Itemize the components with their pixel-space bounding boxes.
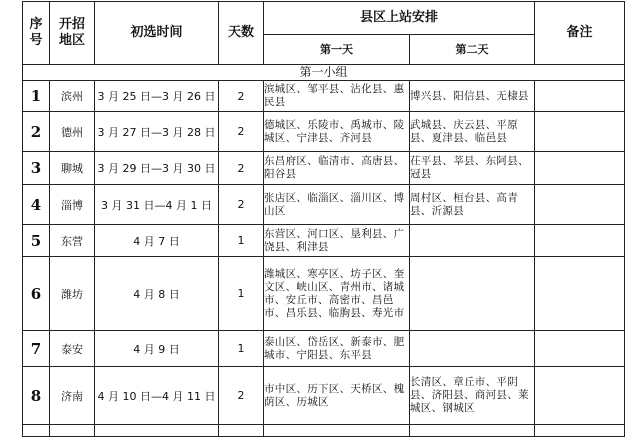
header-dates: 初选时间: [95, 2, 219, 65]
row-day1: 滨城区、邹平县、沾化县、惠民县: [264, 81, 410, 112]
table-row: [23, 81, 625, 112]
header-day1: 第一天: [264, 35, 410, 65]
header-region: 开招地区: [50, 2, 95, 65]
row-city: 滨州: [50, 81, 95, 112]
header-notes: 备注: [535, 2, 625, 65]
row-city: 聊城: [50, 152, 95, 185]
row-note: [535, 225, 625, 257]
table-row: [23, 112, 625, 152]
header-row-top: [23, 2, 625, 35]
row-day2: 周村区、桓台县、高青县、沂源县: [410, 185, 535, 225]
row-number: 2: [23, 112, 50, 152]
table-row: [23, 185, 625, 225]
header-days: 天数: [219, 2, 264, 65]
row-number: 8: [23, 367, 50, 425]
table-row-partial: [23, 425, 625, 437]
row-number: 1: [23, 81, 50, 112]
row-day1: 东昌府区、临清市、高唐县、阳谷县: [264, 152, 410, 185]
row-days: 2: [219, 81, 264, 112]
empty-cell: [23, 425, 50, 437]
row-day1: 东营区、河口区、垦利县、广饶县、利津县: [264, 225, 410, 257]
row-day1: 潍城区、寒亭区、坊子区、奎文区、峡山区、青州市、诸城市、安丘市、高密市、昌邑市、昌乐县、临朐县、寿光市: [264, 257, 410, 331]
row-day2: 茌平县、莘县、东阿县、冠县: [410, 152, 535, 185]
table-row: [23, 367, 625, 425]
row-city: 德州: [50, 112, 95, 152]
row-days: 1: [219, 225, 264, 257]
row-dates: 3 月 31 日—4 月 1 日: [95, 185, 219, 225]
header-seq: 序号: [23, 2, 50, 65]
group-label: 第一小组: [23, 65, 625, 81]
row-dates: 4 月 10 日—4 月 11 日: [95, 367, 219, 425]
row-note: [535, 112, 625, 152]
empty-cell: [50, 425, 95, 437]
empty-cell: [95, 425, 219, 437]
row-dates: 3 月 29 日—3 月 30 日: [95, 152, 219, 185]
row-dates: 4 月 8 日: [95, 257, 219, 331]
row-day1: 张店区、临淄区、淄川区、博山区: [264, 185, 410, 225]
row-number: 3: [23, 152, 50, 185]
header-day2: 第二天: [410, 35, 535, 65]
row-note: [535, 81, 625, 112]
row-days: 2: [219, 112, 264, 152]
row-dates: 3 月 25 日—3 月 26 日: [95, 81, 219, 112]
table-row: [23, 257, 625, 331]
row-days: 2: [219, 185, 264, 225]
row-note: [535, 257, 625, 331]
row-day2: 博兴县、阳信县、无棣县: [410, 81, 535, 112]
row-days: 1: [219, 331, 264, 367]
row-day2: [410, 257, 535, 331]
row-days: 1: [219, 257, 264, 331]
table-row: [23, 225, 625, 257]
row-note: [535, 152, 625, 185]
row-city: 济南: [50, 367, 95, 425]
row-note: [535, 367, 625, 425]
group-row: [23, 65, 625, 81]
row-days: 2: [219, 152, 264, 185]
row-day2: 长清区、章丘市、平阴县、济阳县、商河县、莱城区、钢城区: [410, 367, 535, 425]
row-city: 泰安: [50, 331, 95, 367]
row-number: 4: [23, 185, 50, 225]
table-row: [23, 152, 625, 185]
row-number: 7: [23, 331, 50, 367]
empty-cell: [410, 425, 535, 437]
row-number: 5: [23, 225, 50, 257]
empty-cell: [219, 425, 264, 437]
row-day1: 市中区、历下区、天桥区、槐荫区、历城区: [264, 367, 410, 425]
row-dates: 3 月 27 日—3 月 28 日: [95, 112, 219, 152]
row-days: 2: [219, 367, 264, 425]
row-day1: 德城区、乐陵市、禹城市、陵城区、宁津县、齐河县: [264, 112, 410, 152]
row-city: 淄博: [50, 185, 95, 225]
row-day1: 泰山区、岱岳区、新泰市、肥城市、宁阳县、东平县: [264, 331, 410, 367]
row-day2: [410, 331, 535, 367]
schedule-table: [22, 1, 625, 437]
row-dates: 4 月 9 日: [95, 331, 219, 367]
row-number: 6: [23, 257, 50, 331]
row-day2: 武城县、庆云县、平原县、夏津县、临邑县: [410, 112, 535, 152]
row-city: 东营: [50, 225, 95, 257]
table-row: [23, 331, 625, 367]
row-note: [535, 185, 625, 225]
header-schedule: 县区上站安排: [264, 2, 535, 35]
row-dates: 4 月 7 日: [95, 225, 219, 257]
empty-cell: [535, 425, 625, 437]
empty-cell: [264, 425, 410, 437]
row-note: [535, 331, 625, 367]
row-city: 潍坊: [50, 257, 95, 331]
row-day2: [410, 225, 535, 257]
